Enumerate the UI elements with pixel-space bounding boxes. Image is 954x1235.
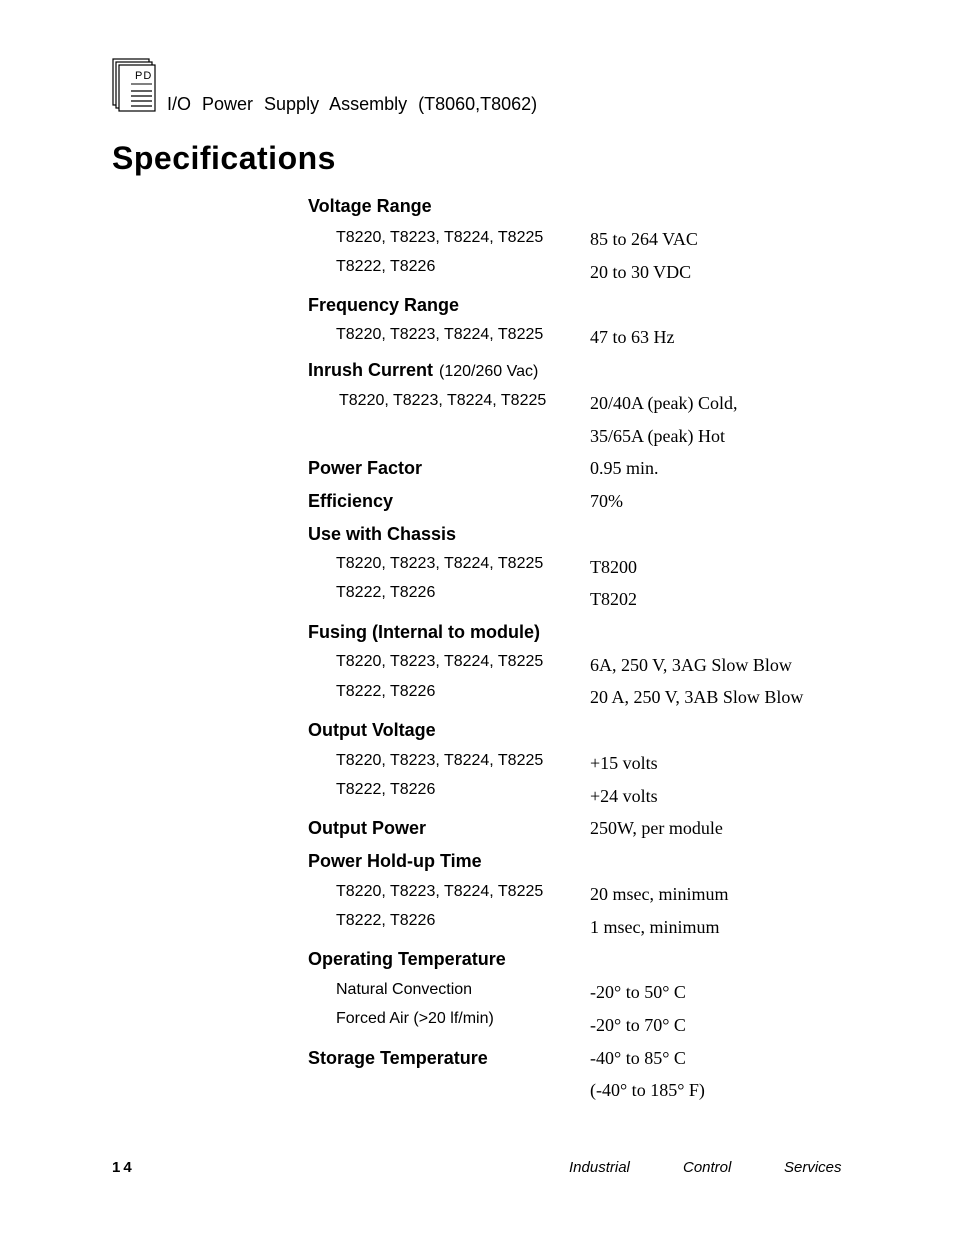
spec-value: T8202 <box>590 589 637 609</box>
header-title: I/O Power Supply Assembly (T8060,T8062) <box>167 94 538 114</box>
spec-value: -20° to 70° C <box>590 1015 686 1035</box>
spec-label-efficiency: Efficiency <box>308 491 394 511</box>
spec-value: +24 volts <box>590 786 658 806</box>
spec-value: -20° to 50° C <box>590 982 686 1002</box>
spec-label-output-voltage: Output Voltage <box>308 720 436 740</box>
spec-models: T8220, T8223, T8224, T8225 <box>336 229 544 246</box>
spec-value: 20 msec, minimum <box>590 884 729 904</box>
spec-label-fusing: Fusing (Internal to module) <box>308 622 540 642</box>
spec-models: T8220, T8223, T8224, T8225 <box>336 555 544 572</box>
spec-label-power-holdup-time: Power Hold-up Time <box>308 851 482 871</box>
spec-label-output-power: Output Power <box>308 818 426 838</box>
page-number: 14 <box>112 1159 135 1176</box>
spec-value: 47 to 63 Hz <box>590 327 675 347</box>
spec-models: T8222, T8226 <box>336 584 436 601</box>
footer-text: Services <box>784 1159 842 1176</box>
spec-value: +15 volts <box>590 753 658 773</box>
spec-label-note: (120/260 Vac) <box>439 363 539 380</box>
spec-label-operating-temperature: Operating Temperature <box>308 949 506 969</box>
spec-value: 20/40A (peak) Cold, <box>590 393 738 413</box>
spec-models: T8222, T8226 <box>336 912 436 929</box>
document-stack-icon <box>112 58 156 112</box>
spec-models: T8222, T8226 <box>336 683 436 700</box>
spec-models: Natural Convection <box>336 981 473 998</box>
spec-value: T8200 <box>590 557 637 577</box>
spec-value: 1 msec, minimum <box>590 917 720 937</box>
spec-value: 85 to 264 VAC <box>590 229 698 249</box>
footer-text: Industrial <box>569 1159 630 1176</box>
spec-value: 250W, per module <box>590 818 723 838</box>
spec-models: T8220, T8223, T8224, T8225 <box>336 883 544 900</box>
spec-label-text: Inrush Current <box>308 360 434 380</box>
spec-models: T8220, T8223, T8224, T8225 <box>339 392 547 409</box>
spec-label-frequency-range: Frequency Range <box>308 295 460 315</box>
logo-text: PD <box>135 70 153 82</box>
spec-models: T8220, T8223, T8224, T8225 <box>336 326 544 343</box>
spec-label-use-with-chassis: Use with Chassis <box>308 524 457 544</box>
spec-value: -40° to 85° C <box>590 1048 686 1068</box>
footer-text: Control <box>683 1159 732 1176</box>
spec-models: T8222, T8226 <box>336 781 436 798</box>
page-title: Specifications <box>112 140 336 176</box>
spec-label-power-factor: Power Factor <box>308 458 423 478</box>
spec-label-inrush-current <box>308 360 538 381</box>
spec-value: 0.95 min. <box>590 458 659 478</box>
spec-models: T8220, T8223, T8224, T8225 <box>336 752 544 769</box>
spec-value: (-40° to 185° F) <box>590 1080 705 1100</box>
spec-value: 20 A, 250 V, 3AB Slow Blow <box>590 687 804 707</box>
spec-models: T8222, T8226 <box>336 258 436 275</box>
spec-label-storage-temperature: Storage Temperature <box>308 1048 488 1068</box>
spec-models: Forced Air (>20 lf/min) <box>336 1010 494 1027</box>
spec-value: 35/65A (peak) Hot <box>590 426 725 446</box>
spec-value: 20 to 30 VDC <box>590 262 692 282</box>
spec-value: 6A, 250 V, 3AG Slow Blow <box>590 655 792 675</box>
spec-models: T8220, T8223, T8224, T8225 <box>336 653 544 670</box>
spec-value: 70% <box>590 491 623 511</box>
spec-label-voltage-range: Voltage Range <box>308 196 432 216</box>
